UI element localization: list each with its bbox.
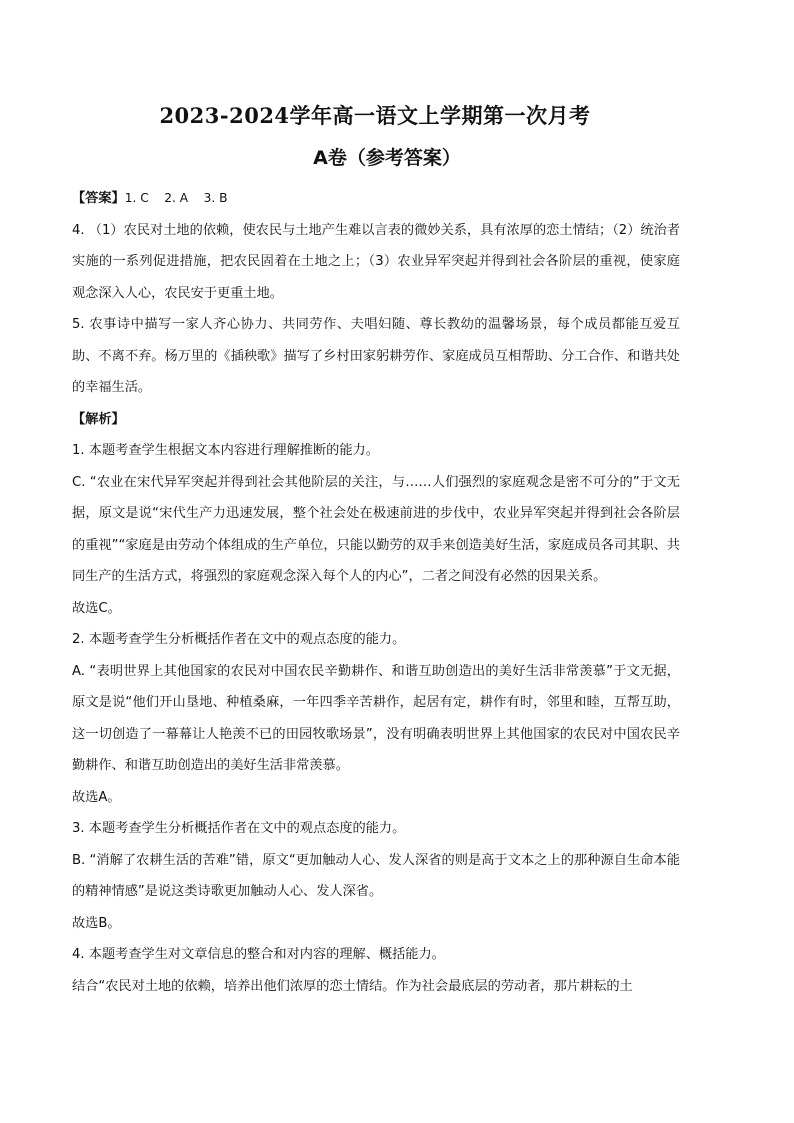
analysis-q3-heading: 3. 本题考查学生分析概括作者在文中的观点态度的能力。 xyxy=(72,821,406,836)
analysis-q2-heading: 2. 本题考查学生分析概括作者在文中的观点态度的能力。 xyxy=(72,632,406,647)
analysis-q1-heading: 1. 本题考查学生根据文本内容进行理解推断的能力。 xyxy=(72,443,379,458)
analysis-q2-body: A. “表明世界上其他国家的农民对中国农民辛勤耕作、和谐互助创造出的美好生活非常羡慕”于文无据，原文是说“他们开山垦地、种植桑麻，一年四季辛苦耕作，起居有定，耕作有时，邻里和睦，互帮互助，这一切创造了一幕幕让人艳羡不已的田园牧歌场景”，没有明确表明世界上其他国家的农民对中国农民辛勤耕作、和谐互助创造出的美好生活非常羡慕。 xyxy=(72,663,680,773)
answer-choices: 1. C 2. A 3. B xyxy=(124,191,228,205)
analysis-q2-conclusion: 故选A。 xyxy=(72,789,121,805)
analysis-q1-body: C. “农业在宋代异军突起并得到社会其他阶层的关注，与……人们强烈的家庭观念是密不可分的”于文无据，原文是说“宋代生产力迅速发展，整个社会处在极速前进的步伐中，农业异军突起并得到社会各阶层的重视”“家庭是由劳动个体组成的生产单位，只能以勤劳的双手来创造美好生活，家庭成员各司其职、共同生产的生活方式，将强烈的家庭观念深入每个人的内心”，二者之间没有必然的因果关系。 xyxy=(72,474,680,584)
page-subtitle: A卷（参考答案） xyxy=(313,147,461,169)
page-title: 2023-2024学年高一语文上学期第一次月考 xyxy=(159,103,591,128)
answer-line xyxy=(72,183,680,215)
answer-q5: 5. 农事诗中描写一家人齐心协力、共同劳作、夫唱妇随、尊长教幼的温馨场景，每个成员都能互爱互助、不离不弃。杨万里的《插秧歌》描写了乡村田家躬耕劳作、家庭成员互相帮助、分工合作、和谐共处的幸福生活。 xyxy=(72,317,680,395)
analysis-q3-conclusion: 故选B。 xyxy=(72,915,121,931)
analysis-q4-body: 结合“农民对土地的依赖，培养出他们浓厚的恋土情结。作为社会最底层的劳动者，那片耕耘的土 xyxy=(72,978,633,994)
answer-tag: 【答案】 xyxy=(72,191,125,206)
analysis-q4-heading: 4. 本题考查学生对文章信息的整合和对内容的理解、概括能力。 xyxy=(72,947,445,962)
analysis-tag: 【解析】 xyxy=(72,411,125,427)
answer-q4: 4. （1）农民对土地的依赖，使农民与土地产生难以言表的微妙关系，具有浓厚的恋土情结；（2）统治者实施的一系列促进措施，把农民固着在土地之上；（3）农业异军突起并得到社会各阶层的重视，使家庭观念深入人心，农民安于更重土地。 xyxy=(72,222,680,301)
document-body xyxy=(72,183,680,1002)
analysis-q1-conclusion: 故选C。 xyxy=(72,600,121,616)
analysis-q3-body: B. “消解了农耕生活的苦难”错，原文“更加触动人心、发人深省的则是高于文本之上的那种源自生命本能的精神情感”是说这类诗歌更加触动人心、发人深省。 xyxy=(72,852,680,899)
